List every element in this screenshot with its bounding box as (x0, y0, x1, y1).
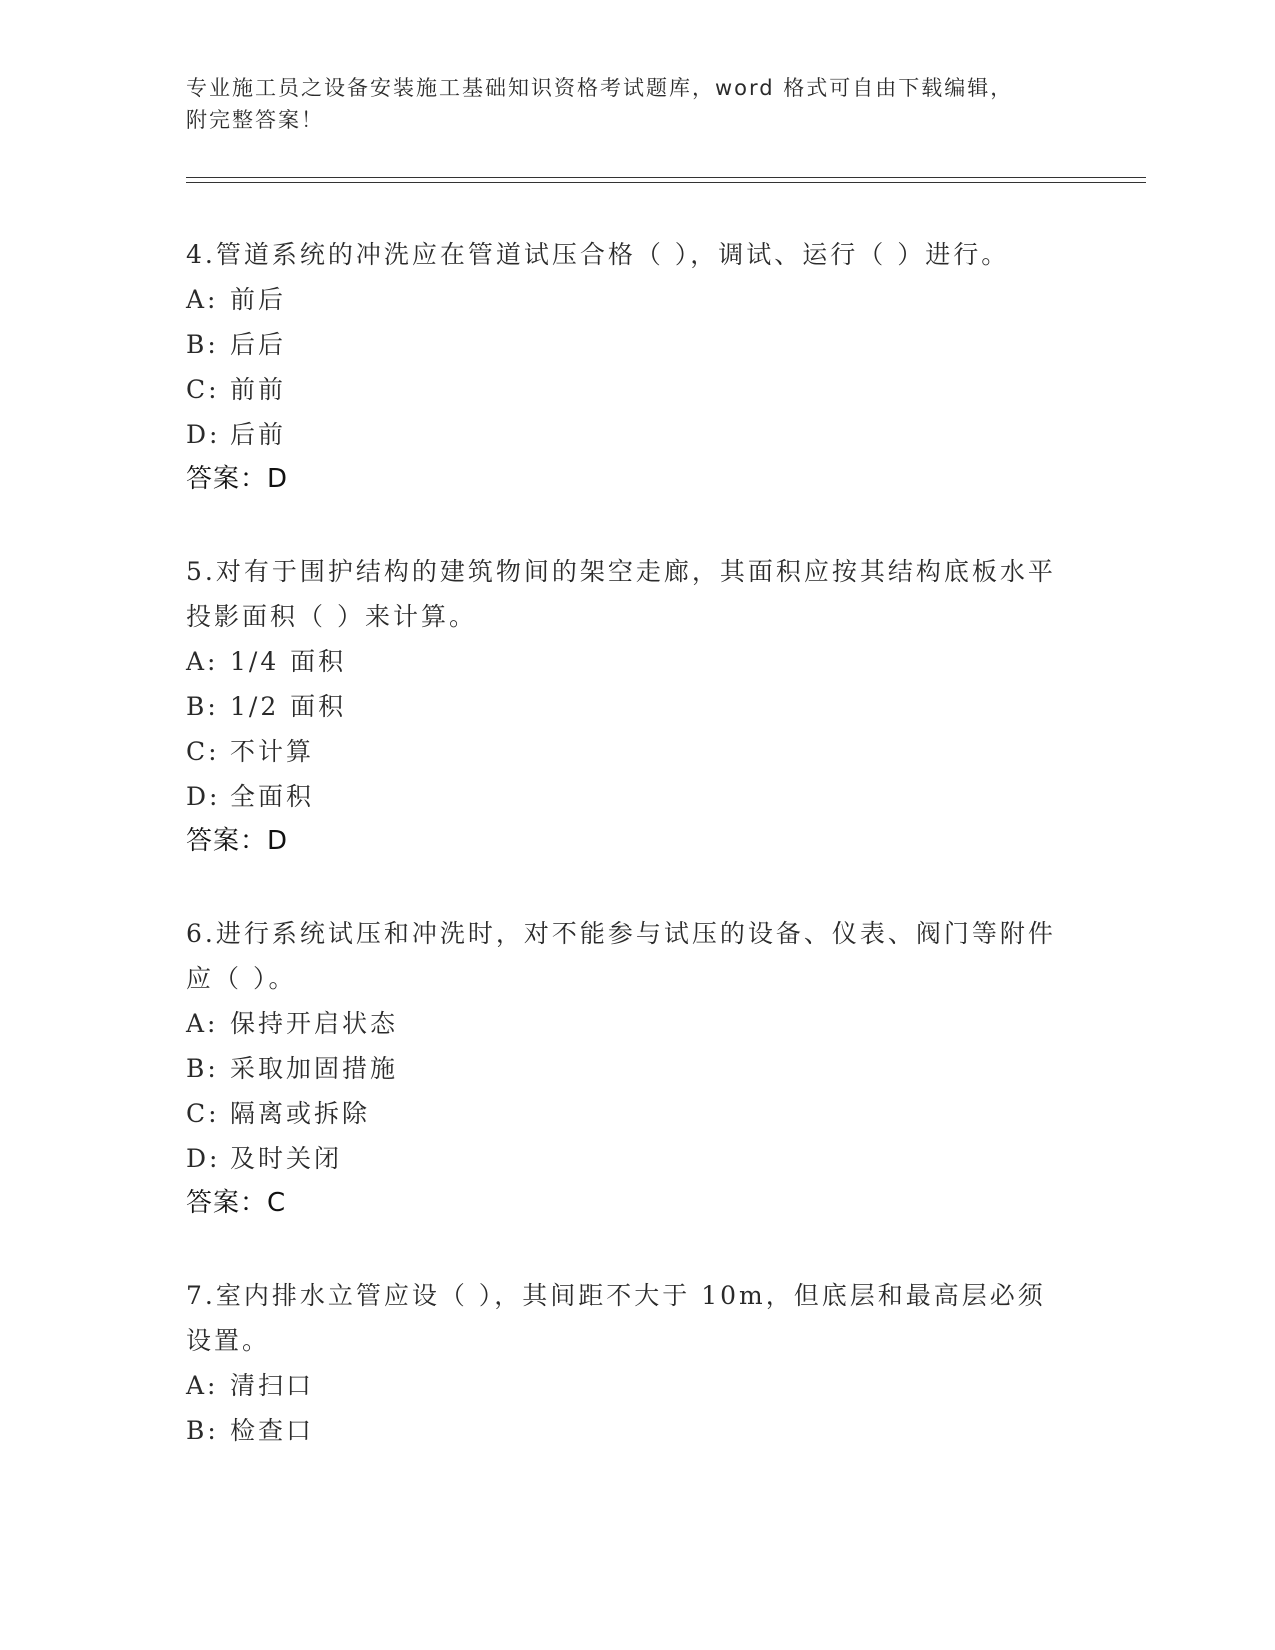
option-letter: A: (186, 647, 219, 676)
option-letter: D: (186, 782, 221, 811)
header-divider-top (186, 177, 1146, 178)
option-text: 后后 (230, 330, 287, 359)
option-letter: C: (186, 375, 220, 404)
option-a (186, 1001, 1066, 1046)
option-d (186, 412, 1066, 457)
option-text: 前前 (230, 375, 287, 404)
question-7 (186, 1273, 1066, 1453)
option-text: 不计算 (230, 737, 315, 766)
option-d (186, 774, 1066, 819)
option-text: 采取加固措施 (230, 1054, 399, 1083)
option-text: 1/4 面积 (230, 647, 347, 676)
answer-line: 答案：D (186, 826, 289, 856)
option-b (186, 684, 1066, 729)
option-letter: A: (186, 1371, 219, 1400)
option-b (186, 1046, 1066, 1091)
option-letter: A: (186, 1009, 219, 1038)
question-6 (186, 911, 1066, 1226)
question-5 (186, 549, 1066, 864)
header-divider-bottom (186, 182, 1146, 183)
option-text: 全面积 (230, 782, 315, 811)
option-text: 保持开启状态 (230, 1009, 399, 1038)
option-c (186, 367, 1066, 412)
option-a (186, 277, 1066, 322)
option-letter: D: (186, 1144, 221, 1173)
option-c (186, 1091, 1066, 1136)
option-text: 1/2 面积 (230, 692, 347, 721)
option-a (186, 639, 1066, 684)
option-letter: B: (186, 1054, 219, 1083)
option-letter: D: (186, 420, 221, 449)
option-a (186, 1363, 1066, 1408)
option-text: 后前 (230, 420, 287, 449)
option-b (186, 322, 1066, 367)
option-letter: B: (186, 330, 219, 359)
option-text: 检查口 (230, 1416, 315, 1445)
option-text: 及时关闭 (230, 1144, 343, 1173)
option-letter: B: (186, 692, 219, 721)
question-text: 4.管道系统的冲洗应在管道试压合格（ ），调试、运行（ ）进行。 (186, 240, 1010, 269)
question-text: 6.进行系统试压和冲洗时，对不能参与试压的设备、仪表、阀门等附件应（ ）。 (186, 919, 1056, 993)
option-letter: C: (186, 1099, 220, 1128)
option-b (186, 1408, 1066, 1453)
option-letter: B: (186, 1416, 219, 1445)
question-4 (186, 232, 1066, 502)
option-text: 隔离或拆除 (230, 1099, 371, 1128)
option-d (186, 1136, 1066, 1181)
document-header (186, 72, 1066, 136)
option-letter: A: (186, 285, 219, 314)
option-text: 前后 (230, 285, 287, 314)
answer-line: 答案：C (186, 1188, 287, 1218)
question-text: 5.对有于围护结构的建筑物间的架空走廊，其面积应按其结构底板水平投影面积（ ）来计算。 (186, 557, 1056, 631)
option-text: 清扫口 (230, 1371, 315, 1400)
header-line-1: 专业施工员之设备安装施工基础知识资格考试题库，word 格式可自由下载编辑， (186, 76, 1014, 100)
option-letter: C: (186, 737, 220, 766)
header-line-2: 附完整答案！ (186, 108, 324, 132)
question-text: 7.室内排水立管应设（ ），其间距不大于 10m，但底层和最高层必须设置。 (186, 1281, 1046, 1355)
option-c (186, 729, 1066, 774)
answer-line: 答案：D (186, 464, 289, 494)
